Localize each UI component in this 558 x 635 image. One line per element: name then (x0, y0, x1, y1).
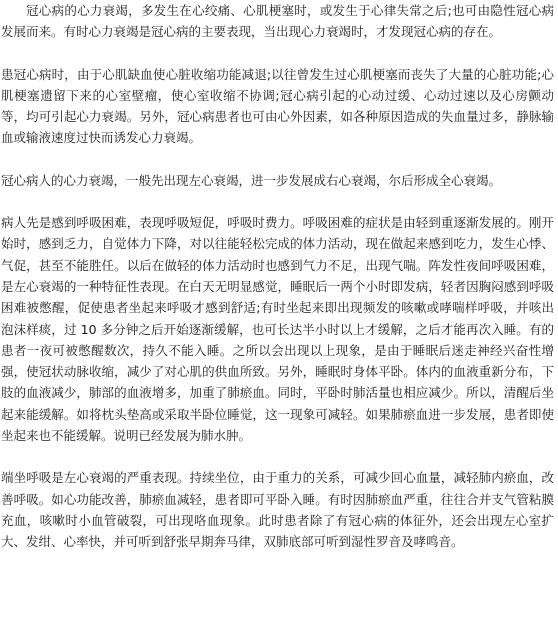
article-body (1, 0, 554, 553)
paragraph-spacer (1, 43, 554, 64)
paragraph-spacer (1, 191, 554, 212)
paragraph-spacer (1, 149, 554, 170)
paragraph-spacer (1, 446, 554, 467)
paragraph-intro: 冠心病的心力衰竭，多发生在心绞痛、心肌梗塞时，或发生于心律失常之后;也可由隐性冠心病发展而来。有时心力衰竭是冠心病的主要表现，当出现心力衰竭时，才发现冠心病的存在。 (1, 3, 554, 40)
paragraph-progression: 冠心病人的心力衰竭，一般先出现左心衰竭，进一步发展成右心衰竭，尔后形成全心衰竭。 (1, 172, 502, 188)
paragraph-causes: 患冠心病时，由于心肌缺血使心脏收缩功能减退;以往曾发生过心肌梗塞而丧失了大量的心脏功能;心肌梗塞遗留下来的心室壁瘤，使心室收缩不协调;冠心病引起的心动过缓、心动过速以及心房颤动等，均可引起心力衰竭。另外，冠心病患者也可由心外因素，如各种原因造成的失血量过多，静脉输血或输液速度过快而诱发心力衰竭。 (1, 66, 554, 146)
paragraph-dyspnea: 病人先是感到呼吸困难，表现呼吸短促，呼吸时费力。呼吸困难的症状是由轻到重逐渐发展的。刚开始时，感到乏力，自觉体力下降，对以往能轻松完成的体力活动，现在做起来感到吃力，发生心悸、气促，甚至不能胜任。以后在做轻的体力活动时也感到气力不足，出现气喘。阵发性夜间呼吸困难，是左心衰竭的一种特征性表现。在白天无明显感觉，睡眠后一两个小时即发病，轻者因胸闷感到呼吸困难被憋醒，促使患者坐起来呼吸才感到舒适;有时坐起来即出现频发的咳嗽或哮喘样呼吸，并咳出泡沫样痰，过 10 多分钟之后开始逐渐缓解，也可长达半小时以上才缓解，之后才能再次入睡。有的患者一夜可被憋醒数次，持久不能入睡。之所以会出现以上现象，是由于睡眠后迷走神经兴奋性增强，使冠状动脉收缩，减少了对心肌的供血所致。另外，睡眠时身体平卧。体内的血液重新分布，下肢的血液减少，肺部的血液增多，加重了肺瘀血。同时，平卧时肺活量也相应减少。所以，清醒后坐起来能缓解。如将枕头垫高或采取半卧位睡觉，这一现象可减轻。如果肺瘀血进一步发展，患者即使坐起来也不能缓解。说明已经发展为肺水肿。 (1, 215, 554, 444)
paragraph-orthopnea: 端坐呼吸是左心衰竭的严重表现。持续坐位，由于重力的关系，可减少回心血量，减轻肺内瘀血，改善呼吸。如心功能改善，肺瘀血减轻，患者即可平卧入睡。有时因肺瘀血严重，往往合并支气管粘膜充血，咳嗽时小血管破裂，可出现咯血现象。此时患者除了有冠心病的体征外，还会出现左心室扩大、发绀、心率快，并可听到舒张早期奔马律，双肺底部可听到湿性罗音及哮鸣音。 (1, 470, 554, 550)
